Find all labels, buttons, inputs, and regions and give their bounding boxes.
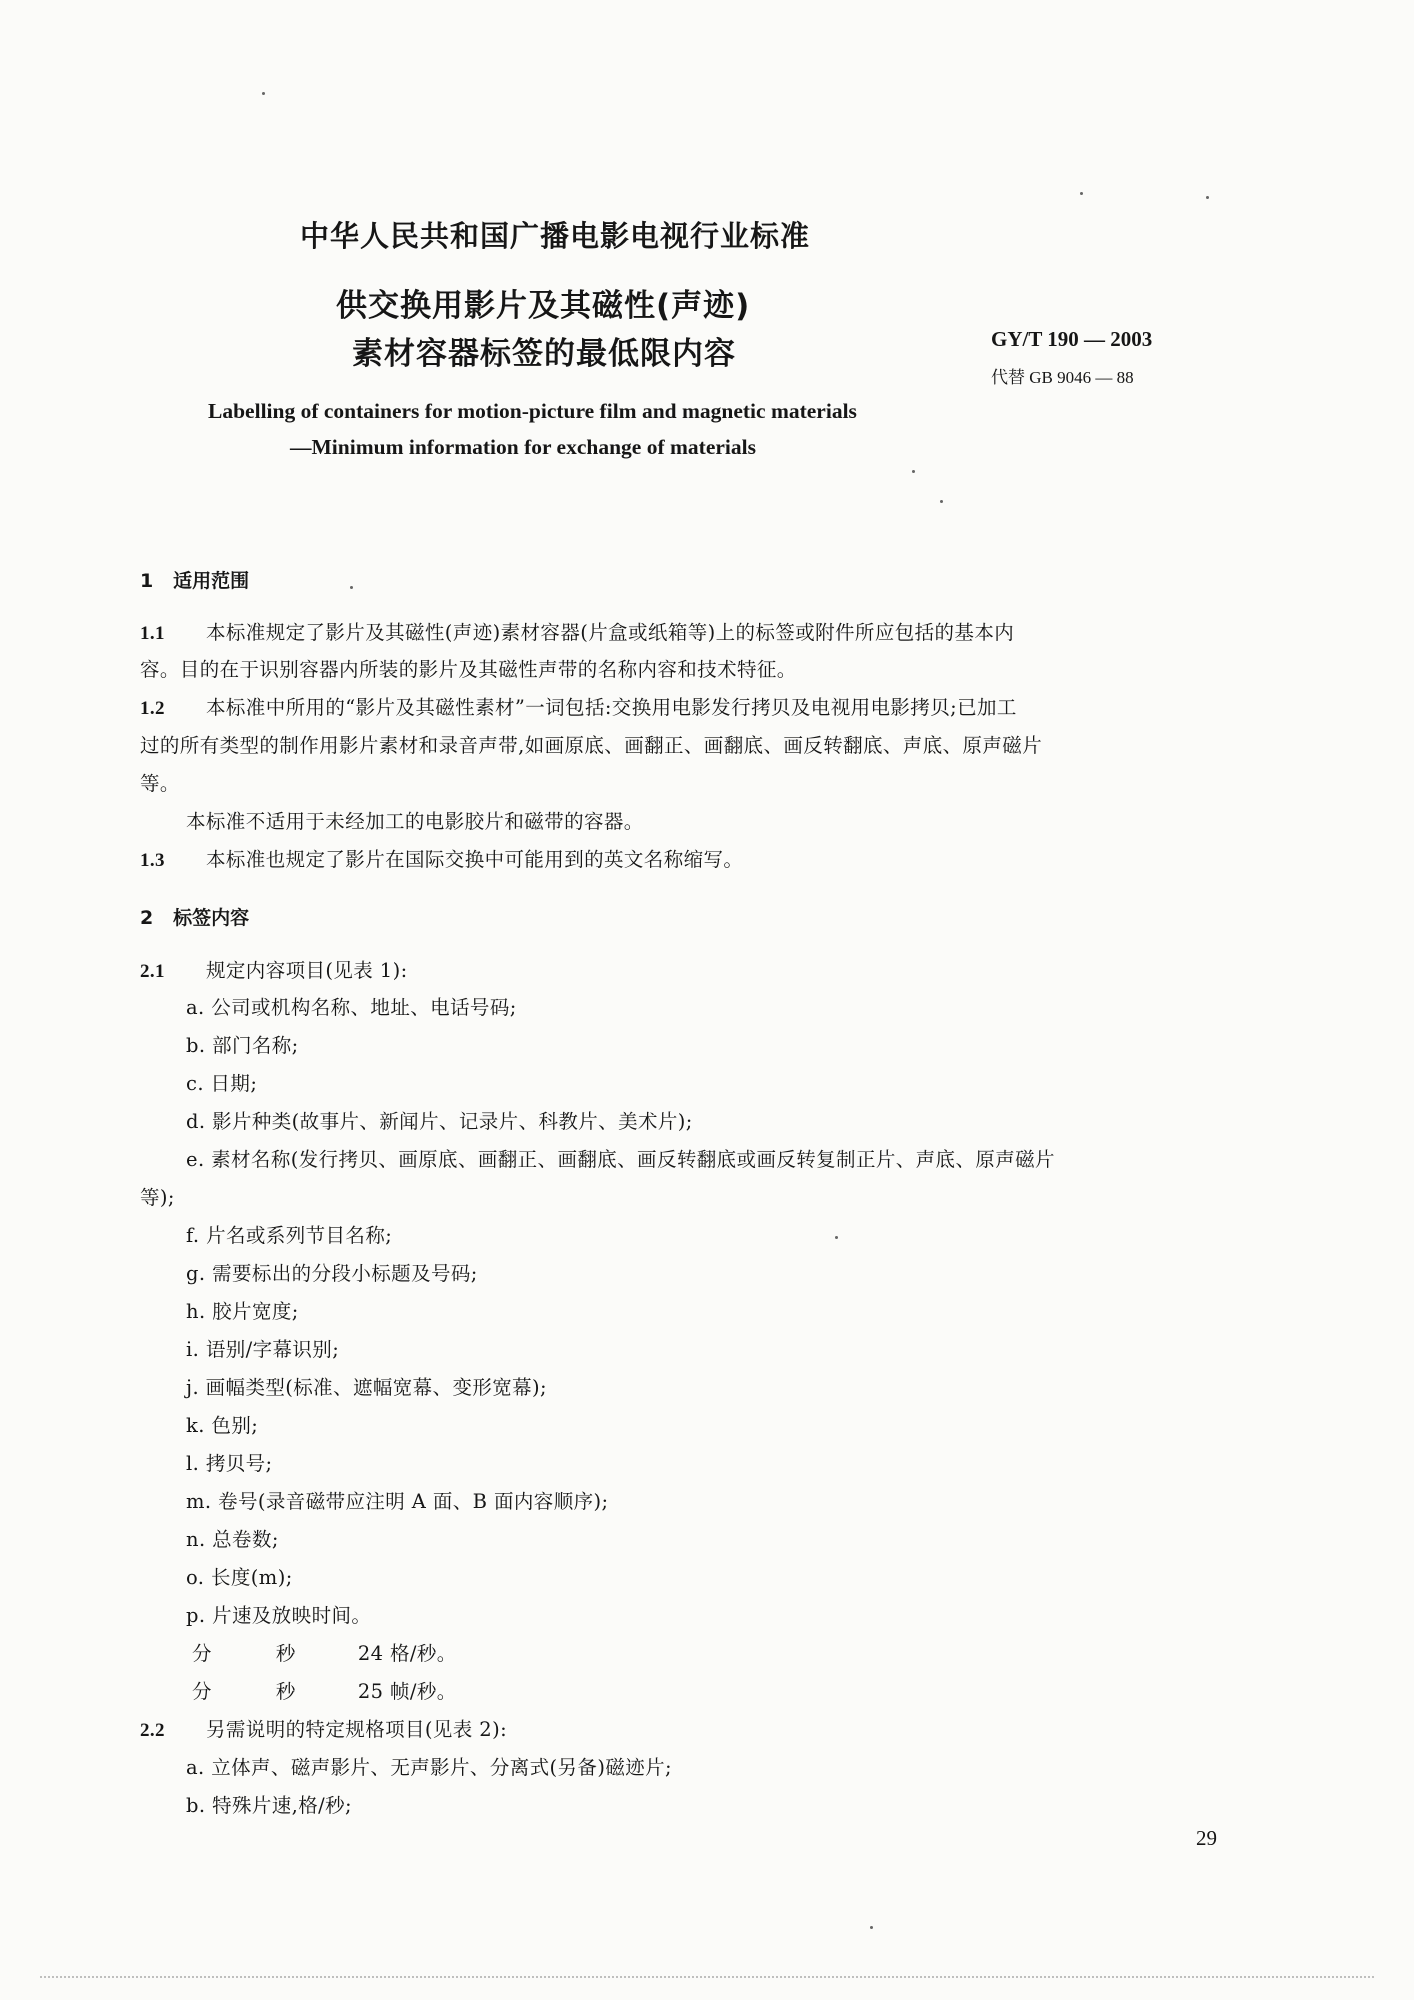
item-c: c. 日期; — [186, 1072, 258, 1095]
section-title: 适用范围 — [173, 570, 250, 592]
title-zh-line1: 供交换用影片及其磁性(声迹) — [336, 288, 751, 324]
item-f: f. 片名或系列节目名称; — [186, 1224, 393, 1247]
clause-1-2-line3: 等。 — [140, 772, 180, 795]
scan-speck — [940, 500, 943, 503]
item-n: n. 总卷数; — [186, 1528, 279, 1551]
item-d: d. 影片种类(故事片、新闻片、记录片、科教片、美术片); — [186, 1110, 693, 1133]
clause-2-1 — [140, 955, 408, 983]
scan-speck — [1206, 196, 1209, 199]
scan-speck — [262, 92, 265, 95]
frame-rate: 24 格/秒。 — [357, 1642, 457, 1665]
scan-speck — [870, 1926, 873, 1929]
page-number: 29 — [1196, 1826, 1217, 1850]
section-1-heading — [140, 566, 249, 593]
item-i: i. 语别/字幕识别; — [186, 1338, 340, 1361]
clause-1-1-line1 — [140, 617, 1014, 645]
clause-2-2 — [140, 1714, 507, 1742]
item2-b: b. 特殊片速,格/秒; — [186, 1794, 353, 1817]
item-m: m. 卷号(录音磁带应注明 A 面、B 面内容顺序); — [186, 1490, 609, 1513]
item2-a: a. 立体声、磁声影片、无声影片、分离式(另备)磁迹片; — [186, 1756, 673, 1779]
clause-1-3 — [140, 844, 743, 872]
clause-number: 1.1 — [140, 623, 165, 644]
title-en-line1: Labelling of containers for motion-picture film and magnetic materials — [208, 399, 857, 423]
replaces-standard: 代替 GB 9046 — 88 — [991, 368, 1134, 387]
item-k: k. 色别; — [186, 1414, 259, 1437]
clause-number: 1.3 — [140, 850, 165, 871]
scan-edge-noise — [40, 1976, 1374, 1978]
speed-row-25 — [192, 1676, 457, 1704]
second-label: 秒 — [275, 1642, 296, 1665]
clause-text: 本标准也规定了影片在国际交换中可能用到的英文名称缩写。 — [206, 848, 744, 871]
clause-1-2-line1 — [140, 692, 1017, 720]
clause-text: 另需说明的特定规格项目(见表 2): — [206, 1718, 508, 1741]
item-a: a. 公司或机构名称、地址、电话号码; — [186, 996, 517, 1019]
standard-number: GY/T 190 — 2003 — [991, 327, 1153, 351]
clause-number: 1.2 — [140, 698, 165, 719]
item-e-line2: 等); — [140, 1186, 175, 1209]
item-j: j. 画幅类型(标准、遮幅宽幕、变形宽幕); — [186, 1376, 548, 1399]
industry-standard-heading: 中华人民共和国广播电影电视行业标准 — [300, 219, 811, 253]
section-title: 标签内容 — [173, 907, 250, 929]
item-h: h. 胶片宽度; — [186, 1300, 299, 1323]
speed-row-24 — [192, 1638, 457, 1666]
clause-text: 本标准规定了影片及其磁性(声迹)素材容器(片盒或纸箱等)上的标签或附件所应包括的基本内 — [206, 621, 1015, 644]
clause-1-2-line2: 过的所有类型的制作用影片素材和录音声带,如画原底、画翻正、画翻底、画反转翻底、声底、原声磁片 — [140, 734, 1043, 757]
title-en-line2: —Minimum information for exchange of materials — [290, 435, 756, 459]
scan-speck — [1080, 192, 1083, 195]
second-label: 秒 — [275, 1680, 296, 1703]
section-2-heading — [140, 903, 249, 930]
item-o: o. 长度(m); — [186, 1566, 293, 1589]
item-p: p. 片速及放映时间。 — [186, 1604, 372, 1627]
section-number: 1 — [140, 570, 154, 592]
scan-speck — [912, 470, 915, 473]
title-zh-line2: 素材容器标签的最低限内容 — [352, 336, 736, 372]
minute-label: 分 — [192, 1680, 212, 1703]
scan-speck — [835, 1236, 838, 1239]
frame-rate: 25 帧/秒。 — [357, 1680, 457, 1703]
item-b: b. 部门名称; — [186, 1034, 299, 1057]
minute-label: 分 — [192, 1642, 212, 1665]
clause-1-1-line2: 容。目的在于识别容器内所装的影片及其磁性声带的名称内容和技术特征。 — [140, 658, 797, 681]
scan-speck — [350, 586, 353, 589]
item-l: l. 拷贝号; — [186, 1452, 273, 1475]
clause-number: 2.1 — [140, 961, 165, 982]
item-g: g. 需要标出的分段小标题及号码; — [186, 1262, 478, 1285]
section-number: 2 — [140, 907, 154, 929]
clause-text: 规定内容项目(见表 1): — [206, 959, 408, 982]
clause-1-2-extra: 本标准不适用于未经加工的电影胶片和磁带的容器。 — [186, 810, 644, 833]
clause-text: 本标准中所用的“影片及其磁性素材”一词包括:交换用电影发行拷贝及电视用电影拷贝;已加工 — [206, 696, 1017, 719]
item-e-line1: e. 素材名称(发行拷贝、画原底、画翻正、画翻底、画反转翻底或画反转复制正片、声底、原声磁片 — [186, 1148, 1055, 1171]
clause-number: 2.2 — [140, 1720, 165, 1741]
